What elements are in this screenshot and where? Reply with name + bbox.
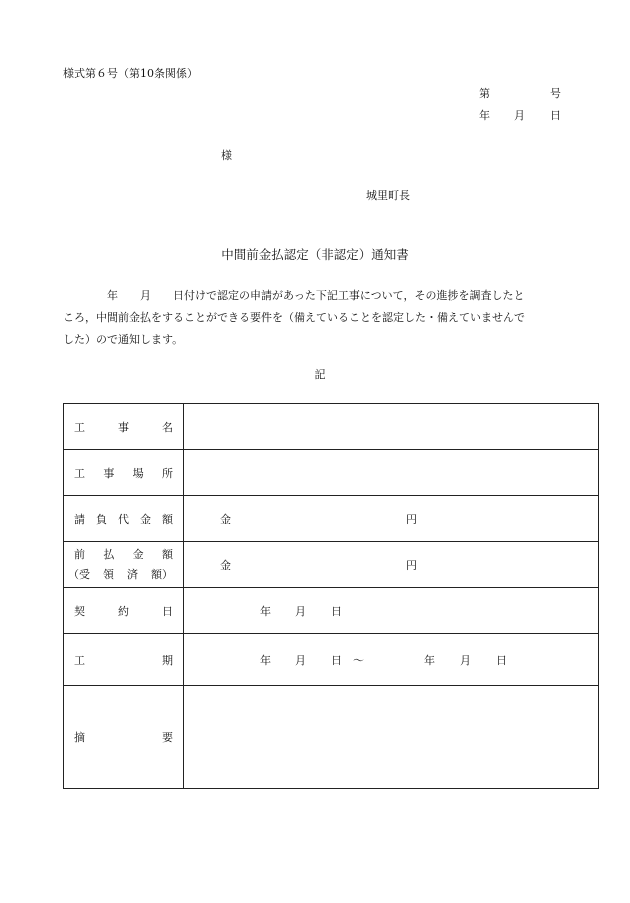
koki-field[interactable] [184,634,599,686]
label-char: 額） [151,567,173,581]
end-day-label: 日 [496,653,507,667]
start-year-label: 年 [260,653,271,667]
start-day-label: 日 [331,653,342,667]
issuer-name: 城里町長 [366,189,410,202]
document-number-prefix: 第 [479,87,490,100]
label-char: 額 [162,512,173,526]
maebarai-kingaku-field[interactable] [184,542,599,588]
issue-date-year: 年 [479,109,490,122]
label-char: 約 [118,604,129,618]
start-month-label: 月 [295,653,306,667]
row-maebarai [64,542,599,588]
label-char: 工 [74,466,85,480]
row-koji-basho [64,450,599,496]
row-tekiyo [64,686,599,789]
tekiyo-field[interactable] [184,686,599,789]
label-char: 額 [161,547,173,561]
label-char: 代 [118,512,129,526]
label-char: 済 [127,567,138,581]
label-char: 契 [74,604,85,618]
label-koji-mei [64,404,184,450]
row-ukeoi [64,496,599,542]
month-label: 月 [295,604,306,618]
label-char: 工 [74,420,85,434]
row-keiyaku [64,588,599,634]
ukeoi-daikin-field[interactable] [184,496,599,542]
label-char: 摘 [74,731,85,744]
label-char: 金 [132,547,144,561]
label-char: 日 [162,604,173,618]
label-char: 名 [162,420,173,434]
label-char: 領 [103,567,114,581]
kin-label: 金 [220,512,231,526]
body-paragraph [63,285,577,351]
year-label: 年 [260,604,271,618]
label-char: 負 [96,512,107,526]
body-line: 年 月 日付けで認定の申請があった下記工事について，その進捗を調査したと [63,289,525,302]
label-koji-basho [64,450,184,496]
label-char: 期 [162,653,173,667]
body-line: ころ，中間前金払をすることができる要件を（備えていることを認定した・備えていませんで [63,311,525,324]
keiyaku-bi-field[interactable] [184,588,599,634]
label-tekiyo [64,686,184,789]
row-koki [64,634,599,686]
label-char: 前 [74,547,85,561]
details-table [63,403,599,789]
row-koji-mei [64,404,599,450]
label-char: 金 [140,512,151,526]
label-keiyaku-bi [64,588,184,634]
yen-label: 円 [406,512,417,526]
form-number: 様式第６号（第10条関係） [63,67,198,80]
issue-date-month: 月 [514,109,525,122]
yen-label: 円 [406,558,417,572]
label-koki [64,634,184,686]
body-line: した）ので通知します。 [63,333,184,346]
day-label: 日 [331,604,342,618]
label-char: 所 [161,466,173,480]
label-char: 工 [74,653,85,667]
koji-mei-field[interactable] [184,404,599,450]
document-number-suffix: 号 [550,87,561,100]
label-maebarai-kingaku [64,542,184,588]
label-char: 事 [103,466,115,480]
end-month-label: 月 [460,653,471,667]
label-char: 事 [118,420,129,434]
document-title: 中間前金払認定（非認定）通知書 [221,247,409,262]
issue-date-day: 日 [550,109,561,122]
ki-heading: 記 [314,368,326,381]
label-char: 請 [74,512,85,526]
label-char: 要 [162,731,173,744]
end-year-label: 年 [424,653,435,667]
label-char: 払 [103,547,115,561]
range-tilde: ～ [353,653,364,667]
label-char: （受 [68,567,90,581]
label-char: 場 [132,466,144,480]
koji-basho-field[interactable] [184,450,599,496]
addressee-suffix: 様 [221,149,232,162]
kin-label: 金 [220,558,231,572]
label-ukeoi-daikin [64,496,184,542]
